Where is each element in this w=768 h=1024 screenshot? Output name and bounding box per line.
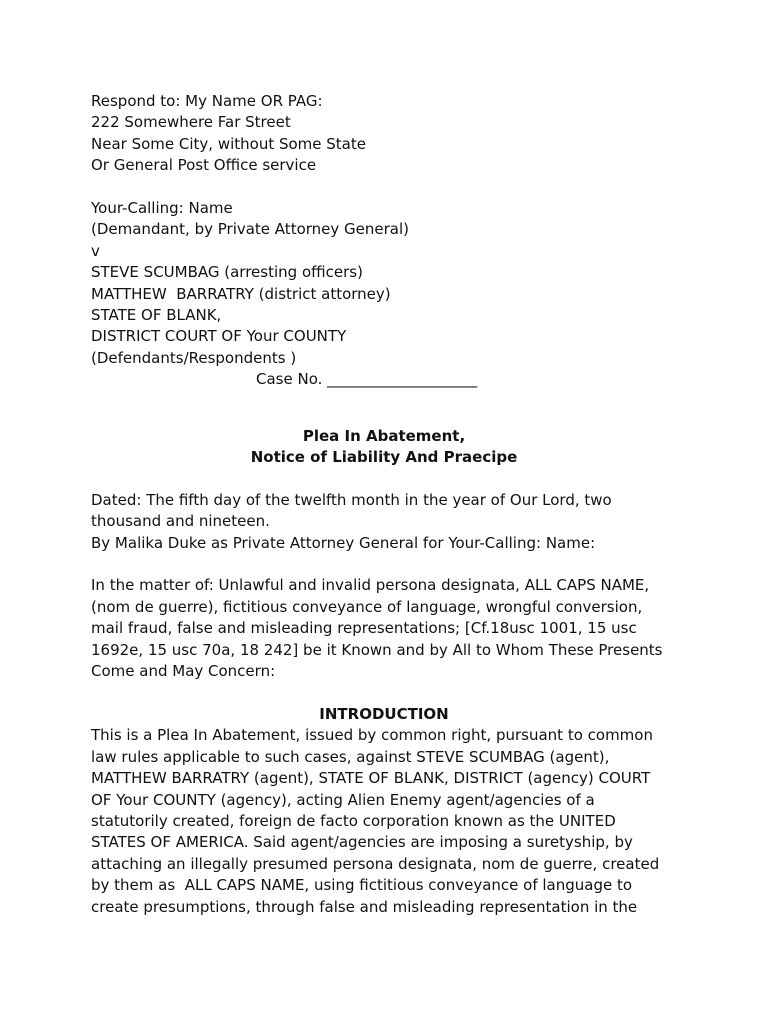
case-number: Case No. ____________________	[256, 370, 478, 389]
document-content	[91, 91, 691, 918]
party-line: STEVE SCUMBAG (arresting officers)	[91, 263, 363, 282]
address-line: 222 Somewhere Far Street	[91, 113, 291, 132]
by-line: By Malika Duke as Private Attorney General for Your-Calling: Name:	[91, 533, 596, 552]
introduction-heading: INTRODUCTION	[319, 704, 449, 723]
dated-block	[91, 490, 691, 554]
intro-line: statutorily created, foreign de facto corporation known as the UNITED	[91, 811, 616, 830]
matter-line: In the matter of: Unlawful and invalid persona designata, ALL CAPS NAME,	[91, 576, 650, 595]
intro-line: attaching an illegally presumed persona designata, nom de guerre, created	[91, 854, 660, 873]
matter-block	[91, 575, 691, 682]
matter-line: 1692e, 15 usc 70a, 18 242] be it Known and by All to Whom These Presents	[91, 640, 663, 659]
party-line: (Defendants/Respondents )	[91, 348, 297, 367]
respond-to-block	[91, 91, 691, 177]
party-line: STATE OF BLANK,	[91, 306, 222, 325]
intro-line: OF Your COUNTY (agency), acting Alien Enemy agent/agencies of a	[91, 790, 595, 809]
party-line: v	[91, 241, 100, 260]
spacer	[91, 554, 691, 575]
intro-line: This is a Plea In Abatement, issued by common right, pursuant to common	[91, 726, 653, 745]
matter-line: (nom de guerre), fictitious conveyance of language, wrongful conversion,	[91, 597, 643, 616]
dated-line: thousand and nineteen.	[91, 512, 270, 531]
spacer	[91, 177, 691, 198]
intro-line: by them as ALL CAPS NAME, using fictitious conveyance of language to	[91, 876, 633, 895]
party-line: MATTHEW BARRATRY (district attorney)	[91, 284, 391, 303]
introduction-section	[91, 704, 691, 918]
spacer	[91, 683, 691, 704]
party-line: Your-Calling: Name	[91, 199, 233, 218]
dated-line: Dated: The fifth day of the twelfth month in the year of Our Lord, two	[91, 490, 612, 509]
intro-line: create presumptions, through false and misleading representation in the	[91, 897, 638, 916]
spacer	[91, 391, 691, 426]
party-line: (Demandant, by Private Attorney General)	[91, 220, 409, 239]
city-line: Near Some City, without Some State	[91, 134, 366, 153]
document-title	[91, 426, 691, 469]
party-line: DISTRICT COURT OF Your COUNTY	[91, 327, 347, 346]
post-office-line: Or General Post Office service	[91, 156, 317, 175]
spacer	[91, 468, 691, 489]
parties-block	[91, 198, 691, 391]
title-line-2: Notice of Liability And Praecipe	[250, 448, 518, 467]
matter-line: mail fraud, false and misleading representations; [Cf.18usc 1001, 15 usc	[91, 619, 637, 638]
intro-line: STATES OF AMERICA. Said agent/agencies are imposing a suretyship, by	[91, 833, 633, 852]
respond-line: Respond to: My Name OR PAG:	[91, 92, 323, 110]
intro-line: law rules applicable to such cases, against STEVE SCUMBAG (agent),	[91, 747, 610, 766]
title-line-1: Plea In Abatement,	[302, 426, 466, 445]
intro-line: MATTHEW BARRATRY (agent), STATE OF BLANK, DISTRICT (agency) COURT	[91, 769, 651, 788]
matter-line: Come and May Concern:	[91, 662, 276, 681]
